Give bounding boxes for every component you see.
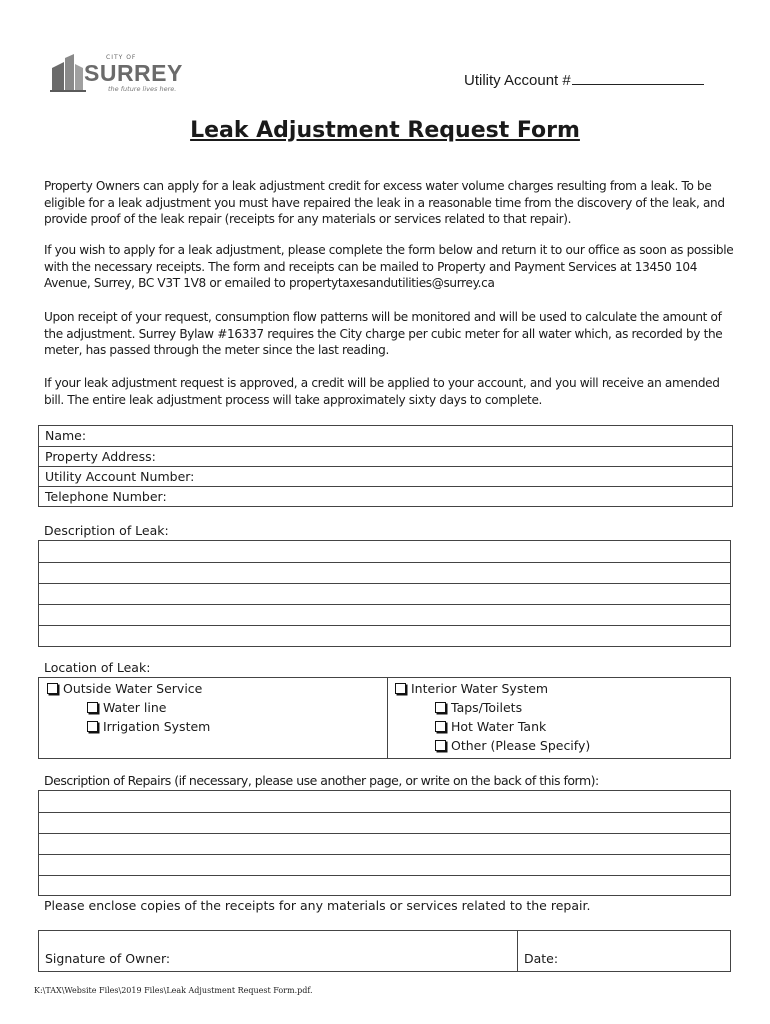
utility-account-blank[interactable] [572, 70, 704, 85]
logo-name: SURREY [84, 60, 183, 86]
checkbox-icon[interactable] [435, 740, 446, 751]
write-line[interactable] [39, 875, 730, 896]
file-path-footer: K:\TAX\Website Files\2019 Files\Leak Adjustment Request Form.pdf. [34, 986, 313, 995]
checkbox-icon[interactable] [87, 721, 98, 732]
signature-divider [517, 931, 518, 971]
utility-account-header [464, 70, 704, 89]
enclose-receipts-note: Please enclose copies of the receipts for any materials or services related to the repair. [44, 898, 591, 913]
write-line[interactable] [39, 562, 730, 583]
write-line[interactable] [39, 791, 730, 812]
option-label: Taps/Toilets [451, 700, 523, 715]
option-label: Outside Water Service [63, 681, 203, 696]
option-irrigation-system[interactable] [87, 719, 210, 734]
name-field[interactable]: Name: [45, 428, 87, 443]
signature-box [38, 930, 731, 972]
utility-account-number-field[interactable]: Utility Account Number: [39, 466, 732, 486]
checkbox-icon[interactable] [435, 721, 446, 732]
option-label: Hot Water Tank [451, 719, 547, 734]
option-outside-water-service[interactable] [47, 681, 202, 696]
write-line[interactable] [39, 854, 730, 875]
form-title: Leak Adjustment Request Form [190, 118, 580, 143]
leak-description-label: Description of Leak: [44, 523, 169, 538]
leak-description-area[interactable] [38, 540, 731, 647]
intro-paragraph-2: If you wish to apply for a leak adjustment, please complete the form below and return it to our office as soon as possible with the necessary receipts. The form and receipts can be mailed to Property and Payment Services at 13450 104 Avenue, Surrey, BC V3T 1V8 or emailed to propertytaxesandutilities@surrey.ca [44, 243, 734, 290]
date-field[interactable]: Date: [524, 951, 559, 966]
utility-account-label: Utility Account # [464, 72, 571, 89]
write-line[interactable] [39, 583, 730, 604]
signature-of-owner-field[interactable]: Signature of Owner: [45, 951, 171, 966]
repairs-description-area[interactable] [38, 790, 731, 896]
option-label: Irrigation System [103, 719, 211, 734]
option-label: Interior Water System [411, 681, 549, 696]
option-interior-water-system[interactable] [395, 681, 548, 696]
contact-fields-box [38, 425, 733, 507]
write-line[interactable] [39, 625, 730, 646]
telephone-number-field[interactable]: Telephone Number: [39, 486, 732, 506]
checkbox-icon[interactable] [87, 702, 98, 713]
logo-city-of: CITY OF [106, 54, 137, 61]
location-label: Location of Leak: [44, 660, 151, 675]
property-address-field[interactable]: Property Address: [39, 446, 732, 466]
write-line[interactable] [39, 541, 730, 562]
option-water-line[interactable] [87, 700, 166, 715]
intro-paragraph-3: Upon receipt of your request, consumption flow patterns will be monitored and will be used to calculate the amount of the adjustment. Surrey Bylaw #16337 requires the City charge per cubic meter for all water which, as recorded by the meter, has passed through the meter since the last reading. [44, 310, 723, 357]
intro-paragraph-4: If your leak adjustment request is approved, a credit will be applied to your account, and you will receive an amended bill. The entire leak adjustment process will take approximately sixty days to complete. [44, 376, 720, 407]
option-hot-water-tank[interactable] [435, 719, 546, 734]
write-line[interactable] [39, 604, 730, 625]
option-other[interactable] [435, 738, 590, 753]
column-divider [387, 678, 388, 758]
checkbox-icon[interactable] [47, 683, 58, 694]
checkbox-icon[interactable] [435, 702, 446, 713]
write-line[interactable] [39, 812, 730, 833]
surrey-logo [50, 50, 190, 100]
logo-tagline: the future lives here. [108, 85, 177, 93]
intro-paragraph-1: Property Owners can apply for a leak adjustment credit for excess water volume charges resulting from a leak. To be eligible for a leak adjustment you must have repaired the leak in a reasonable time from the discovery of the leak, and provide proof of the leak repair (receipts for any materials or services related to that repair). [44, 179, 725, 226]
checkbox-icon[interactable] [395, 683, 406, 694]
option-label: Other (Please Specify) [451, 738, 591, 753]
option-taps-toilets[interactable] [435, 700, 522, 715]
option-label: Water line [103, 700, 167, 715]
write-line[interactable] [39, 833, 730, 854]
location-options-box [38, 677, 731, 759]
skyline-icon [50, 54, 86, 94]
repairs-label: Description of Repairs (if necessary, please use another page, or write on the back of this form): [44, 773, 599, 788]
